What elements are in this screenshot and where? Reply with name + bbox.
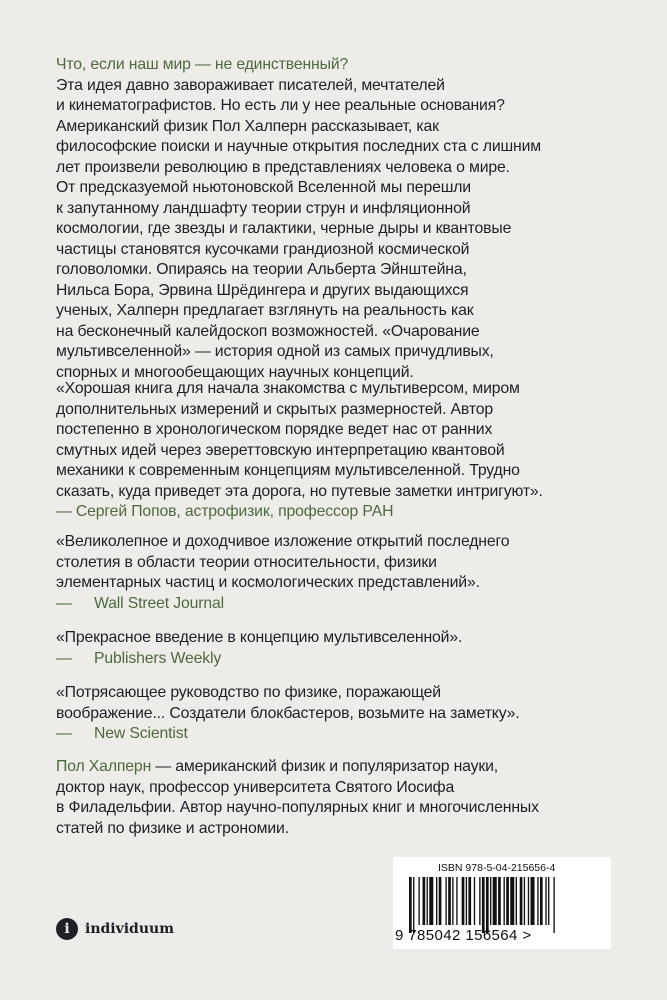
barcode-bar: [418, 877, 419, 925]
quote-line: механики к современным концепциям мультивселенной. Трудно: [56, 462, 520, 479]
info-i-icon: i: [56, 918, 78, 940]
barcode-bar: [540, 877, 543, 925]
bio-line: доктор наук, профессор университета Святого Иосифа: [56, 778, 455, 796]
barcode-bar: [448, 877, 451, 925]
barcode-bar: [524, 877, 525, 925]
barcode-bar: [466, 877, 467, 925]
barcode-bar: [429, 877, 433, 925]
annotation-line: спорных и многообещающих научных концепций.: [56, 363, 414, 381]
quote-line: «Прекрасное введение в концепцию мультивселенной».: [56, 629, 463, 646]
quote-line: смутных идей через эвереттовскую интерпретацию квантовой: [56, 441, 505, 459]
barcode-bar: [493, 877, 497, 925]
barcode-bars: [409, 877, 595, 933]
isbn-label: ISBN 978-5-04-215656-4: [438, 862, 556, 874]
barcode-bar: [452, 877, 453, 925]
review-quote-publishers-weekly: [56, 628, 616, 669]
quote-attribution: [56, 724, 616, 745]
barcode-bar: [510, 877, 514, 925]
quote-line: элементарных частиц и космологических представлений».: [56, 574, 480, 591]
quote-line: воображение... Создатели блокбастеров, возьмите на заметку».: [56, 704, 520, 722]
barcode-bar: [553, 877, 554, 933]
quote-line: дополнительных измерений и скрытых размерностей. Автор: [56, 400, 494, 418]
annotation-line: частицы становятся кусочками грандиозной космической: [56, 240, 470, 258]
quote-line: сказать, куда приведет эта дорога, но путевые заметки интригуют».: [56, 482, 543, 500]
author-name: Пол Халперн: [56, 758, 152, 775]
review-quote-popov: [56, 379, 616, 523]
barcode: [393, 857, 611, 949]
annotation-line: лет произвели революцию в представлениях человека о мире.: [56, 158, 510, 176]
barcode-bar: [423, 877, 426, 925]
barcode-bar: [486, 877, 489, 933]
bio-line: статей по физике и астрономии.: [56, 819, 289, 837]
attribution-dash: —: [56, 725, 72, 742]
barcode-bar: [520, 877, 523, 925]
attribution-source: Wall Street Journal: [94, 594, 225, 612]
annotation-line: космологии, где звезды и галактики, черные дыры и квантовые: [56, 220, 512, 237]
attribution-source: New Scientist: [94, 725, 188, 742]
publisher-name: individuum: [85, 921, 175, 937]
quote-line: «Потрясающее руководство по физике, поражающей: [56, 684, 441, 701]
bio-line-rest: — американский физик и популяризатор науки,: [151, 758, 499, 775]
barcode-bar: [436, 877, 437, 925]
bio-line: [56, 757, 616, 778]
barcode-bar: [531, 877, 535, 925]
quote-line: постепенно в хронологическом порядке ведет нас от ранних: [56, 421, 493, 438]
annotation-block: [56, 55, 616, 383]
barcode-bar: [545, 877, 546, 925]
barcode-bar: [516, 877, 517, 925]
bio-line: в Филадельфии. Автор научно-популярных книг и многочисленных: [56, 799, 539, 816]
barcode-bar: [490, 877, 491, 925]
quote-line: «Хорошая книга для начала знакомства с мультиверсом, миром: [56, 380, 520, 397]
quote-attribution: [56, 594, 616, 615]
annotation-line: Нильса Бора, Эрвина Шрёдингера и других выдающихся: [56, 281, 469, 299]
barcode-bar: [482, 877, 485, 933]
attribution-source: Publishers Weekly: [94, 649, 222, 667]
annotation-line: к запутанному ландшафту теории струн и инфляционной: [56, 199, 471, 217]
annotation-line: ученых, Халперн предлагает взглянуть на реальность как: [56, 302, 474, 319]
annotation-line: и кинематографистов. Но есть ли у нее реальные основания?: [56, 97, 505, 114]
quote-line: «Великолепное и доходчивое изложение открытий последнего: [56, 533, 510, 550]
barcode-bar: [506, 877, 509, 925]
attribution-dash: —: [56, 649, 72, 667]
barcode-bar: [504, 877, 505, 925]
annotation-heading: Что, если наш мир — не единственный?: [56, 56, 349, 73]
annotation-line: мультивселенной» — история одной из самых причудливых,: [56, 343, 494, 360]
barcode-bar: [548, 877, 549, 925]
barcode-bar: [456, 877, 457, 925]
quote-attribution: — Сергей Попов, астрофизик, профессор РАН: [56, 503, 394, 520]
annotation-line: на бесконечный калейдоскоп возможностей. «Очарование: [56, 322, 480, 340]
barcode-bar: [427, 877, 428, 925]
quote-attribution: [56, 649, 616, 670]
barcode-bar: [498, 877, 501, 925]
review-quote-new-scientist: [56, 683, 616, 745]
quote-line: столетия в области теории относительности, физики: [56, 553, 437, 571]
barcode-bar: [537, 877, 538, 925]
annotation-line: Американский физик Пол Халперн рассказывает, как: [56, 117, 439, 135]
author-bio: [56, 757, 616, 839]
annotation-line: Эта идея давно завораживает писателей, мечтателей: [56, 76, 445, 94]
barcode-bar: [445, 877, 446, 925]
barcode-bar: [439, 877, 442, 925]
barcode-bar: [479, 877, 480, 925]
annotation-line: философские поиски и научные открытия последних ста с лишним: [56, 138, 541, 155]
barcode-digits: 9 785042 156564 >: [395, 927, 532, 944]
barcode-bar: [474, 877, 475, 925]
barcode-bar: [468, 877, 471, 925]
annotation-line: головоломки. Опираясь на теории Альберта Эйнштейна,: [56, 261, 467, 278]
annotation-line: От предсказуемой ньютоновской Вселенной мы перешли: [56, 179, 471, 196]
attribution-dash: —: [56, 594, 72, 612]
publisher-logo: [56, 918, 174, 940]
barcode-bar: [528, 877, 529, 925]
barcode-bar: [409, 877, 412, 933]
review-quote-wsj: [56, 532, 616, 614]
barcode-bar: [413, 877, 414, 933]
barcode-bar: [462, 877, 465, 925]
